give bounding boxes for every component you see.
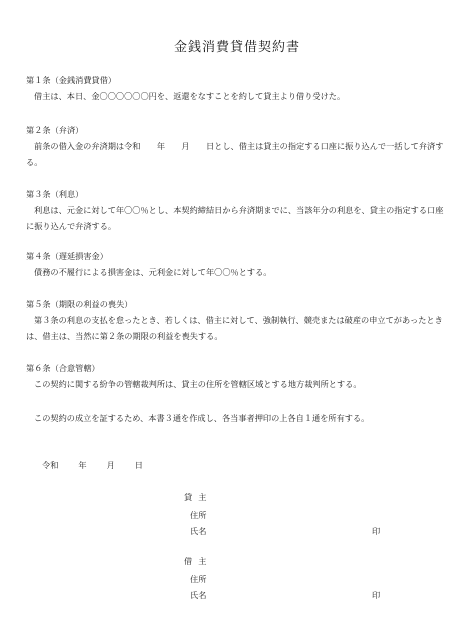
article-heading: 第２条（弁済） (26, 125, 84, 135)
lender-name-label: 氏名 (190, 526, 207, 536)
article-body: 第３条の利息の支払を怠ったとき、若しくは、借主に対して、強制執行、競売または破産の申立てがあったときは、借主は、当然に第２条の期限の利益を喪失する。 (26, 315, 443, 341)
article-5 (26, 296, 450, 344)
date-year: 年 (78, 460, 87, 470)
article-body: 債務の不履行による損害金は、元利金に対して年〇〇％とする。 (34, 267, 272, 277)
borrower-role: 借主 (184, 556, 213, 566)
document-title: 金銭消費貸借契約書 (173, 40, 300, 55)
article-1 (26, 72, 450, 104)
borrower-name-label: 氏名 (190, 590, 207, 600)
article-body: 前条の借入金の弁済期は令和 年 月 日とし、借主は貸主の指定する口座に振り込んで一括して弁済する。 (26, 141, 444, 167)
contract-date (42, 460, 143, 471)
lender-address-label: 住所 (190, 510, 207, 520)
article-heading: 第３条（利息） (26, 189, 84, 199)
article-heading: 第５条（期限の利益の喪失） (26, 299, 133, 309)
lender-role: 貸主 (184, 492, 213, 502)
closing-statement: この契約の成立を証するため、本書３通を作成し、各当事者押印の上各自１通を所有する。 (34, 413, 370, 423)
article-body: この契約に関する紛争の管轄裁判所は、貸主の住所を管轄区域とする地方裁判所とする。 (34, 379, 362, 389)
article-body: 利息は、元金に対して年〇〇％とし、本契約締結日から弁済期までに、当該年分の利息を、貸主の指定する口座に振り込んで弁済する。 (26, 205, 444, 231)
article-3 (26, 186, 450, 234)
article-heading: 第１条（金銭消費貸借） (26, 75, 117, 85)
borrower-seal-mark: 印 (372, 590, 381, 600)
date-day: 日 (134, 460, 143, 470)
borrower-address-label: 住所 (190, 574, 207, 584)
article-body: 借主は、本日、金〇〇〇〇〇〇円を、返還をなすことを約して貸主より借り受けた。 (34, 91, 346, 101)
lender-seal-mark: 印 (372, 526, 381, 536)
article-heading: 第６条（合意管轄） (26, 363, 100, 373)
date-era: 令和 (42, 460, 59, 470)
date-month: 月 (106, 460, 115, 470)
article-2 (26, 122, 450, 170)
article-6 (26, 360, 450, 392)
article-heading: 第４条（遅延損害金） (26, 251, 108, 261)
article-4 (26, 248, 450, 280)
